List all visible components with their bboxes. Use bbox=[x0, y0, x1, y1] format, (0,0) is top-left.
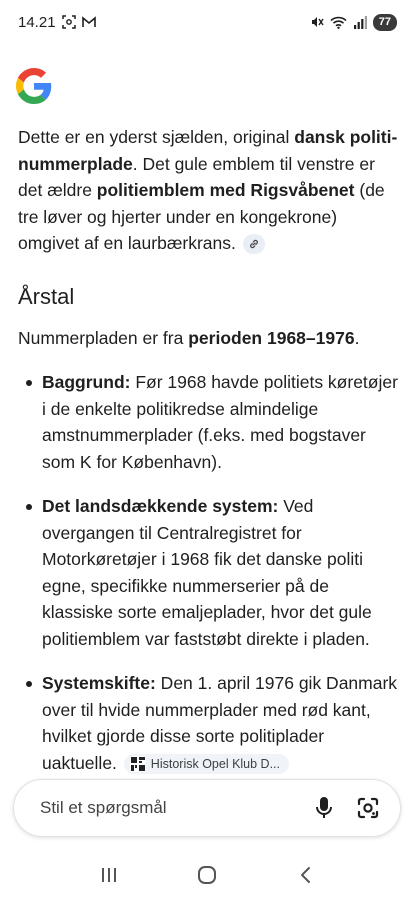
bullet-text: Den 1. april 1976 gik Danmark over til hvide nummerplader med rød kant, hvilket gjorde disse sorte politiplader uaktuelle. bbox=[42, 673, 398, 773]
status-time: 14.21 bbox=[18, 13, 56, 31]
list-item bbox=[18, 369, 400, 475]
section-bold: perioden 1968–1976 bbox=[188, 327, 355, 348]
source-chip[interactable] bbox=[124, 754, 289, 774]
source-link-button[interactable] bbox=[243, 234, 265, 254]
link-icon bbox=[248, 238, 260, 250]
bullet-title: Systemskifte: bbox=[42, 673, 156, 693]
ask-box[interactable] bbox=[13, 779, 401, 837]
ask-input[interactable] bbox=[40, 798, 294, 818]
intro-text-3: (de tre løver og hjerter under en kongekrone) omgivet af en laurbærkrans. bbox=[18, 180, 385, 253]
source-favicon-icon bbox=[130, 756, 146, 772]
status-left bbox=[18, 14, 96, 31]
source-chip-label: Historisk Opel Klub D... bbox=[150, 756, 281, 771]
navigation-bar bbox=[0, 850, 415, 900]
bullet-title: Det landsdækkende system: bbox=[42, 496, 279, 516]
answer-content bbox=[18, 124, 400, 794]
home-icon[interactable] bbox=[187, 855, 227, 895]
section-heading: Årstal bbox=[18, 283, 75, 309]
intro-bold-1: dansk politi-nummerplade bbox=[18, 127, 398, 174]
google-logo bbox=[16, 68, 52, 104]
status-right bbox=[310, 14, 397, 31]
screenshot-icon bbox=[62, 15, 76, 29]
intro-text-2: . Det gule emblem til venstre er det ældre bbox=[18, 153, 375, 200]
intro-paragraph bbox=[18, 124, 400, 257]
section-end: . bbox=[354, 327, 360, 348]
microphone-icon[interactable] bbox=[310, 794, 338, 822]
section-text: Nummerpladen er fra bbox=[18, 327, 189, 348]
section-paragraph bbox=[18, 325, 400, 352]
wifi-icon bbox=[330, 16, 347, 29]
recent-apps-icon[interactable] bbox=[89, 855, 129, 895]
intro-bold-2: politiemblem med Rigsvåbenet bbox=[96, 180, 355, 200]
intro-text-1: Dette er en yderst sjælden, original bbox=[18, 127, 295, 147]
bullet-list bbox=[18, 369, 400, 776]
signal-icon bbox=[353, 16, 367, 29]
mute-icon bbox=[310, 15, 324, 29]
bullet-text: Ved overgangen til Centralregistret for Motorkøretøjer i 1968 fik det danske politi egne, specifikke nummerserier på de klassiske sorte emaljeplader, hvor det gule politiemblem var faststøbt direkte i pladen. bbox=[42, 496, 372, 649]
lens-icon[interactable] bbox=[354, 794, 382, 822]
bullet-text: Før 1968 havde politiets køretøjer i de enkelte politikredse almindelige amstnummerplader (f.eks. med bogstaver som K for København). bbox=[42, 372, 398, 472]
list-item bbox=[18, 670, 400, 776]
bullet-title: Baggrund: bbox=[42, 372, 131, 392]
gmail-icon bbox=[82, 16, 96, 28]
list-item bbox=[18, 493, 400, 652]
status-bar bbox=[0, 0, 415, 44]
back-icon[interactable] bbox=[286, 855, 326, 895]
battery-icon: 77 bbox=[373, 14, 397, 31]
